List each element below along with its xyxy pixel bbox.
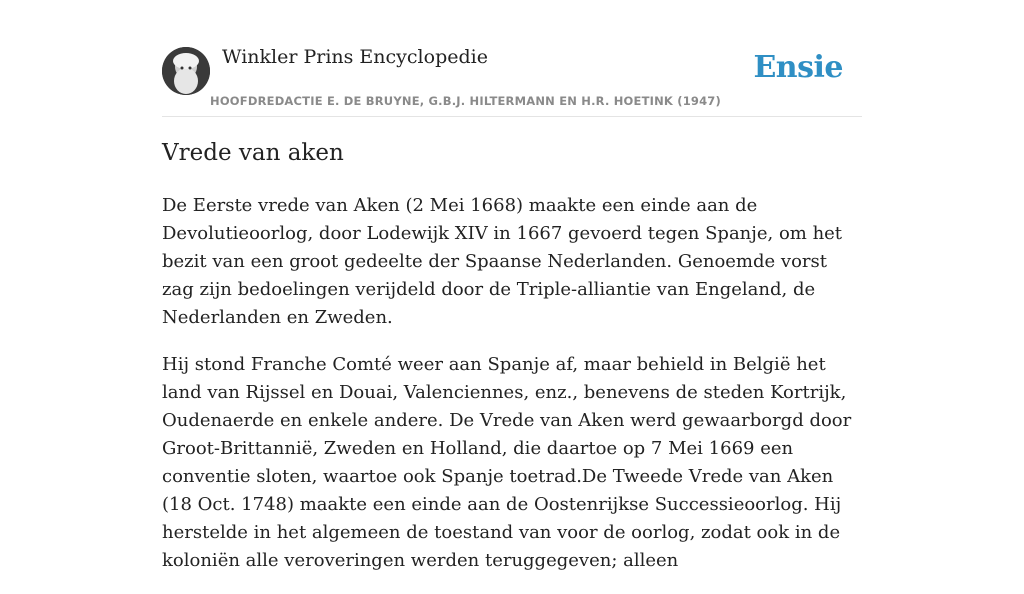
- author-portrait-icon[interactable]: [162, 47, 210, 95]
- article-body: [162, 192, 862, 594]
- article-paragraph: Hij stond Franche Comté weer aan Spanje af, maar behield in België het land van Rijssel en Douai, Valenciennes, enz., benevens de steden Kortrijk, Oudenaerde en enkele andere. De Vrede van Aken werd gewaarborgd door Groot-Brittannië, Zweden en Holland, die daartoe op 7 Mei 1669 een conventie sloten, waartoe ook Spanje toetrad.De Tweede Vrede van Aken (18 Oct. 1748) maakte een einde aan de Oostenrijkse Successieoorlog. Hij herstelde in het algemeen de toestand van voor de oorlog, zodat ook in de koloniën alle veroveringen werden teruggegeven; alleen: [162, 354, 852, 571]
- article-paragraph: De Eerste vrede van Aken (2 Mei 1668) maakte een einde aan de Devolutieoorlog, door Lodewijk XIV in 1667 gevoerd tegen Spanje, om het bezit van een groot gedeelte der Spaanse Nederlanden. Genoemde vorst zag zijn bedoelingen verijdeld door de Triple-alliantie van Engeland, de Nederlanden en Zweden.: [162, 195, 843, 328]
- brand-logo[interactable]: Ensie: [753, 50, 843, 85]
- source-title[interactable]: Winkler Prins Encyclopedie: [222, 46, 488, 68]
- article-card: [162, 0, 862, 571]
- editors-line: HOOFDREDACTIE E. DE BRUYNE, G.B.J. HILTERMANN EN H.R. HOETINK (1947): [210, 94, 721, 108]
- article-title: Vrede van aken: [162, 140, 344, 166]
- source-header: [162, 0, 862, 117]
